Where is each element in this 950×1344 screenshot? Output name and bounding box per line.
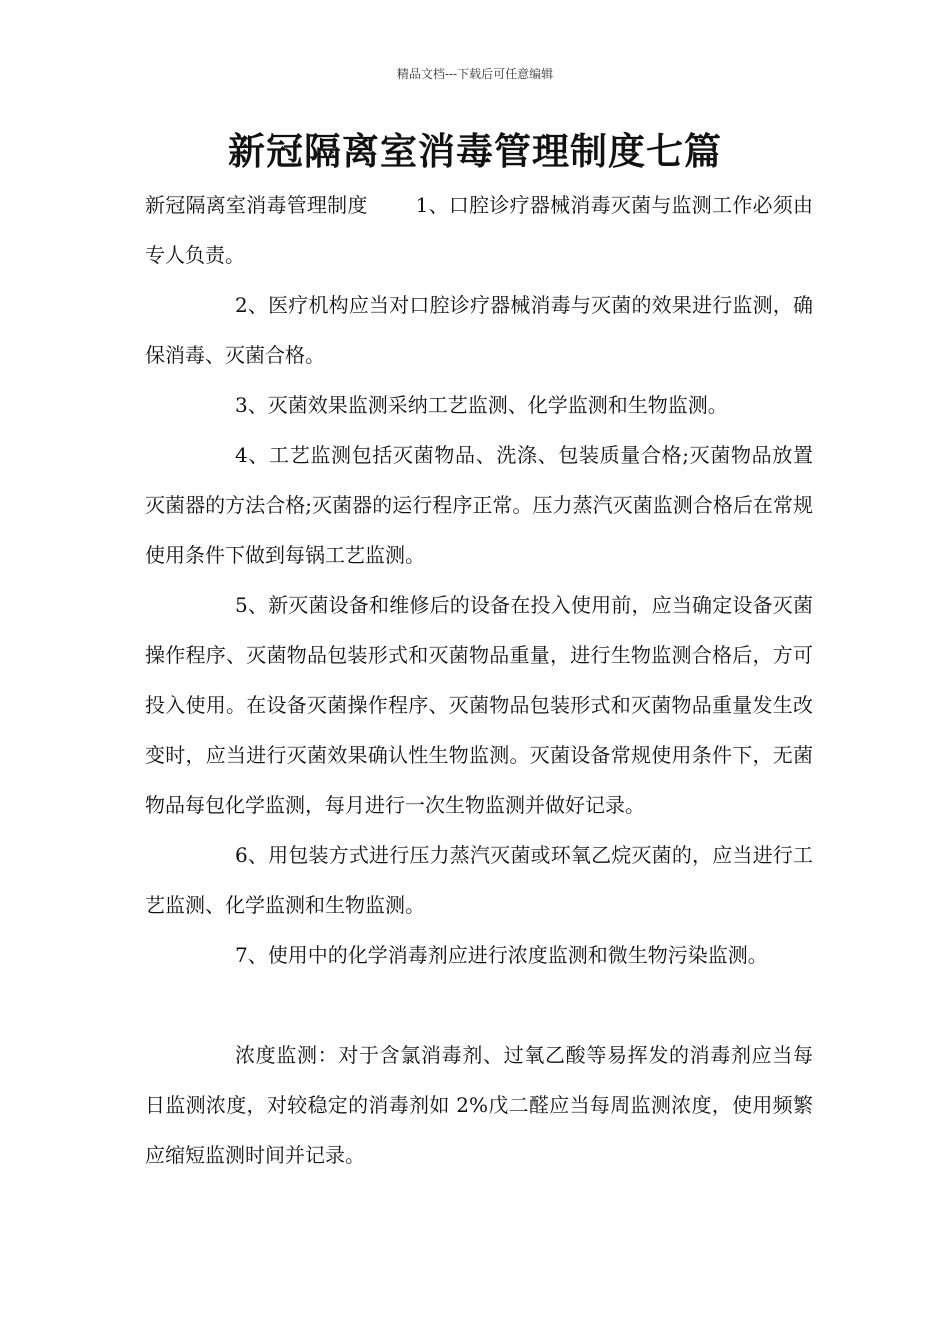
- intro-paragraph: [145, 180, 813, 280]
- paragraph-5: 5、新灭菌设备和维修后的设备在投入使用前，应当确定设备灭菌操作程序、灭菌物品包装形式和灭菌物品重量，进行生物监测合格后，方可投入使用。在设备灭菌操作程序、灭菌物品包装形式和灭菌物品重量发生改变时，应当进行灭菌效果确认性生物监测。灭菌设备常规使用条件下，无菌物品每包化学监测，每月进行一次生物监测并做好记录。: [145, 593, 813, 817]
- concentration-paragraph: 浓度监测：对于含氯消毒剂、过氧乙酸等易挥发的消毒剂应当每日监测浓度，对较稳定的消毒剂如 2%戊二醛应当每周监测浓度，使用频繁应缩短监测时间并记录。: [145, 1043, 813, 1167]
- paragraph-gap: [145, 980, 813, 1030]
- paragraph-6: 6、用包装方式进行压力蒸汽灭菌或环氧乙烷灭菌的，应当进行工艺监测、化学监测和生物监测。: [145, 843, 813, 917]
- paragraph-7: 7、使用中的化学消毒剂应进行浓度监测和微生物污染监测。: [235, 943, 768, 967]
- intro-text: 1、口腔诊疗器械消毒灭菌与监测工作必须由专人负责。: [145, 193, 813, 267]
- document-title: 新冠隔离室消毒管理制度七篇: [228, 130, 722, 173]
- document-body: [145, 180, 813, 1180]
- intro-heading: 新冠隔离室消毒管理制度: [145, 193, 368, 217]
- paragraph-2: 2、医疗机构应当对口腔诊疗器械消毒与灭菌的效果进行监测，确保消毒、灭菌合格。: [145, 293, 813, 367]
- header-note: 精品文档---下载后可任意编辑: [396, 67, 554, 81]
- paragraph-3: 3、灭菌效果监测采纳工艺监测、化学监测和生物监测。: [235, 393, 728, 417]
- paragraph-4: 4、工艺监测包括灭菌物品、洗涤、包装质量合格;灭菌物品放置灭菌器的方法合格;灭菌器的运行程序正常。压力蒸汽灭菌监测合格后在常规使用条件下做到每锅工艺监测。: [145, 443, 813, 567]
